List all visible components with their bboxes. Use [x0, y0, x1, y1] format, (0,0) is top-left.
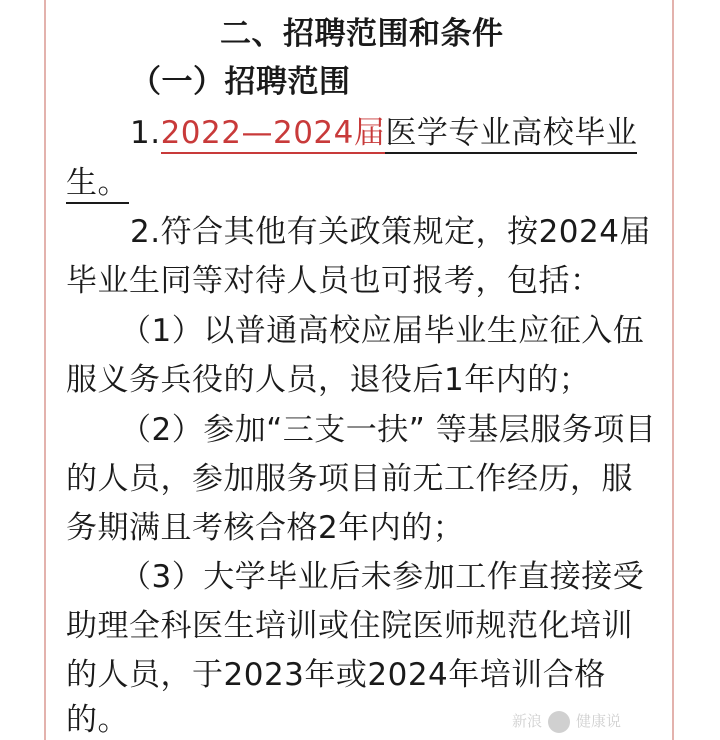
sub-2-line-3: 务期满且考核合格2年内的； — [66, 510, 465, 546]
item-2-line-1: 2.符合其他有关政策规定，按2024届 — [130, 214, 651, 250]
left-margin-rule — [44, 0, 46, 740]
item-1-years-highlight: 2022—2024届 — [161, 115, 386, 154]
watermark-right-text: 健康说 — [576, 712, 622, 730]
item-1-line-2 — [66, 163, 129, 203]
sub-2-line-1: （2）参加“三支一扶” 等基层服务项目 — [120, 412, 657, 448]
sub-1-line-1: （1）以普通高校应届毕业生应征入伍 — [120, 313, 645, 349]
subsection-title: （一）招聘范围 — [130, 64, 351, 100]
sub-3-line-2: 助理全科医生培训或住院医师规范化培训 — [66, 608, 633, 644]
watermark — [512, 706, 712, 736]
item-1-text-end: 生。 — [66, 165, 129, 204]
right-margin-rule — [672, 0, 674, 740]
sub-3-line-4: 的。 — [66, 702, 129, 738]
sub-1-line-2: 服义务兵役的人员，退役后1年内的； — [66, 362, 591, 398]
item-1-line-1 — [130, 113, 637, 153]
sub-3-line-1: （3）大学毕业后未参加工作直接接受 — [120, 559, 645, 595]
sub-2-line-2: 的人员，参加服务项目前无工作经历，服 — [66, 461, 633, 497]
watermark-avatar-icon — [548, 711, 570, 733]
watermark-left-text: 新浪 — [512, 712, 543, 730]
sub-3-line-3: 的人员，于2023年或2024年培训合格 — [66, 657, 606, 693]
item-1-number: 1. — [130, 115, 161, 151]
section-title: 二、招聘范围和条件 — [220, 16, 504, 52]
item-2-line-2: 毕业生同等对待人员也可报考，包括： — [66, 263, 602, 299]
item-1-text: 医学专业高校毕业 — [385, 115, 637, 154]
